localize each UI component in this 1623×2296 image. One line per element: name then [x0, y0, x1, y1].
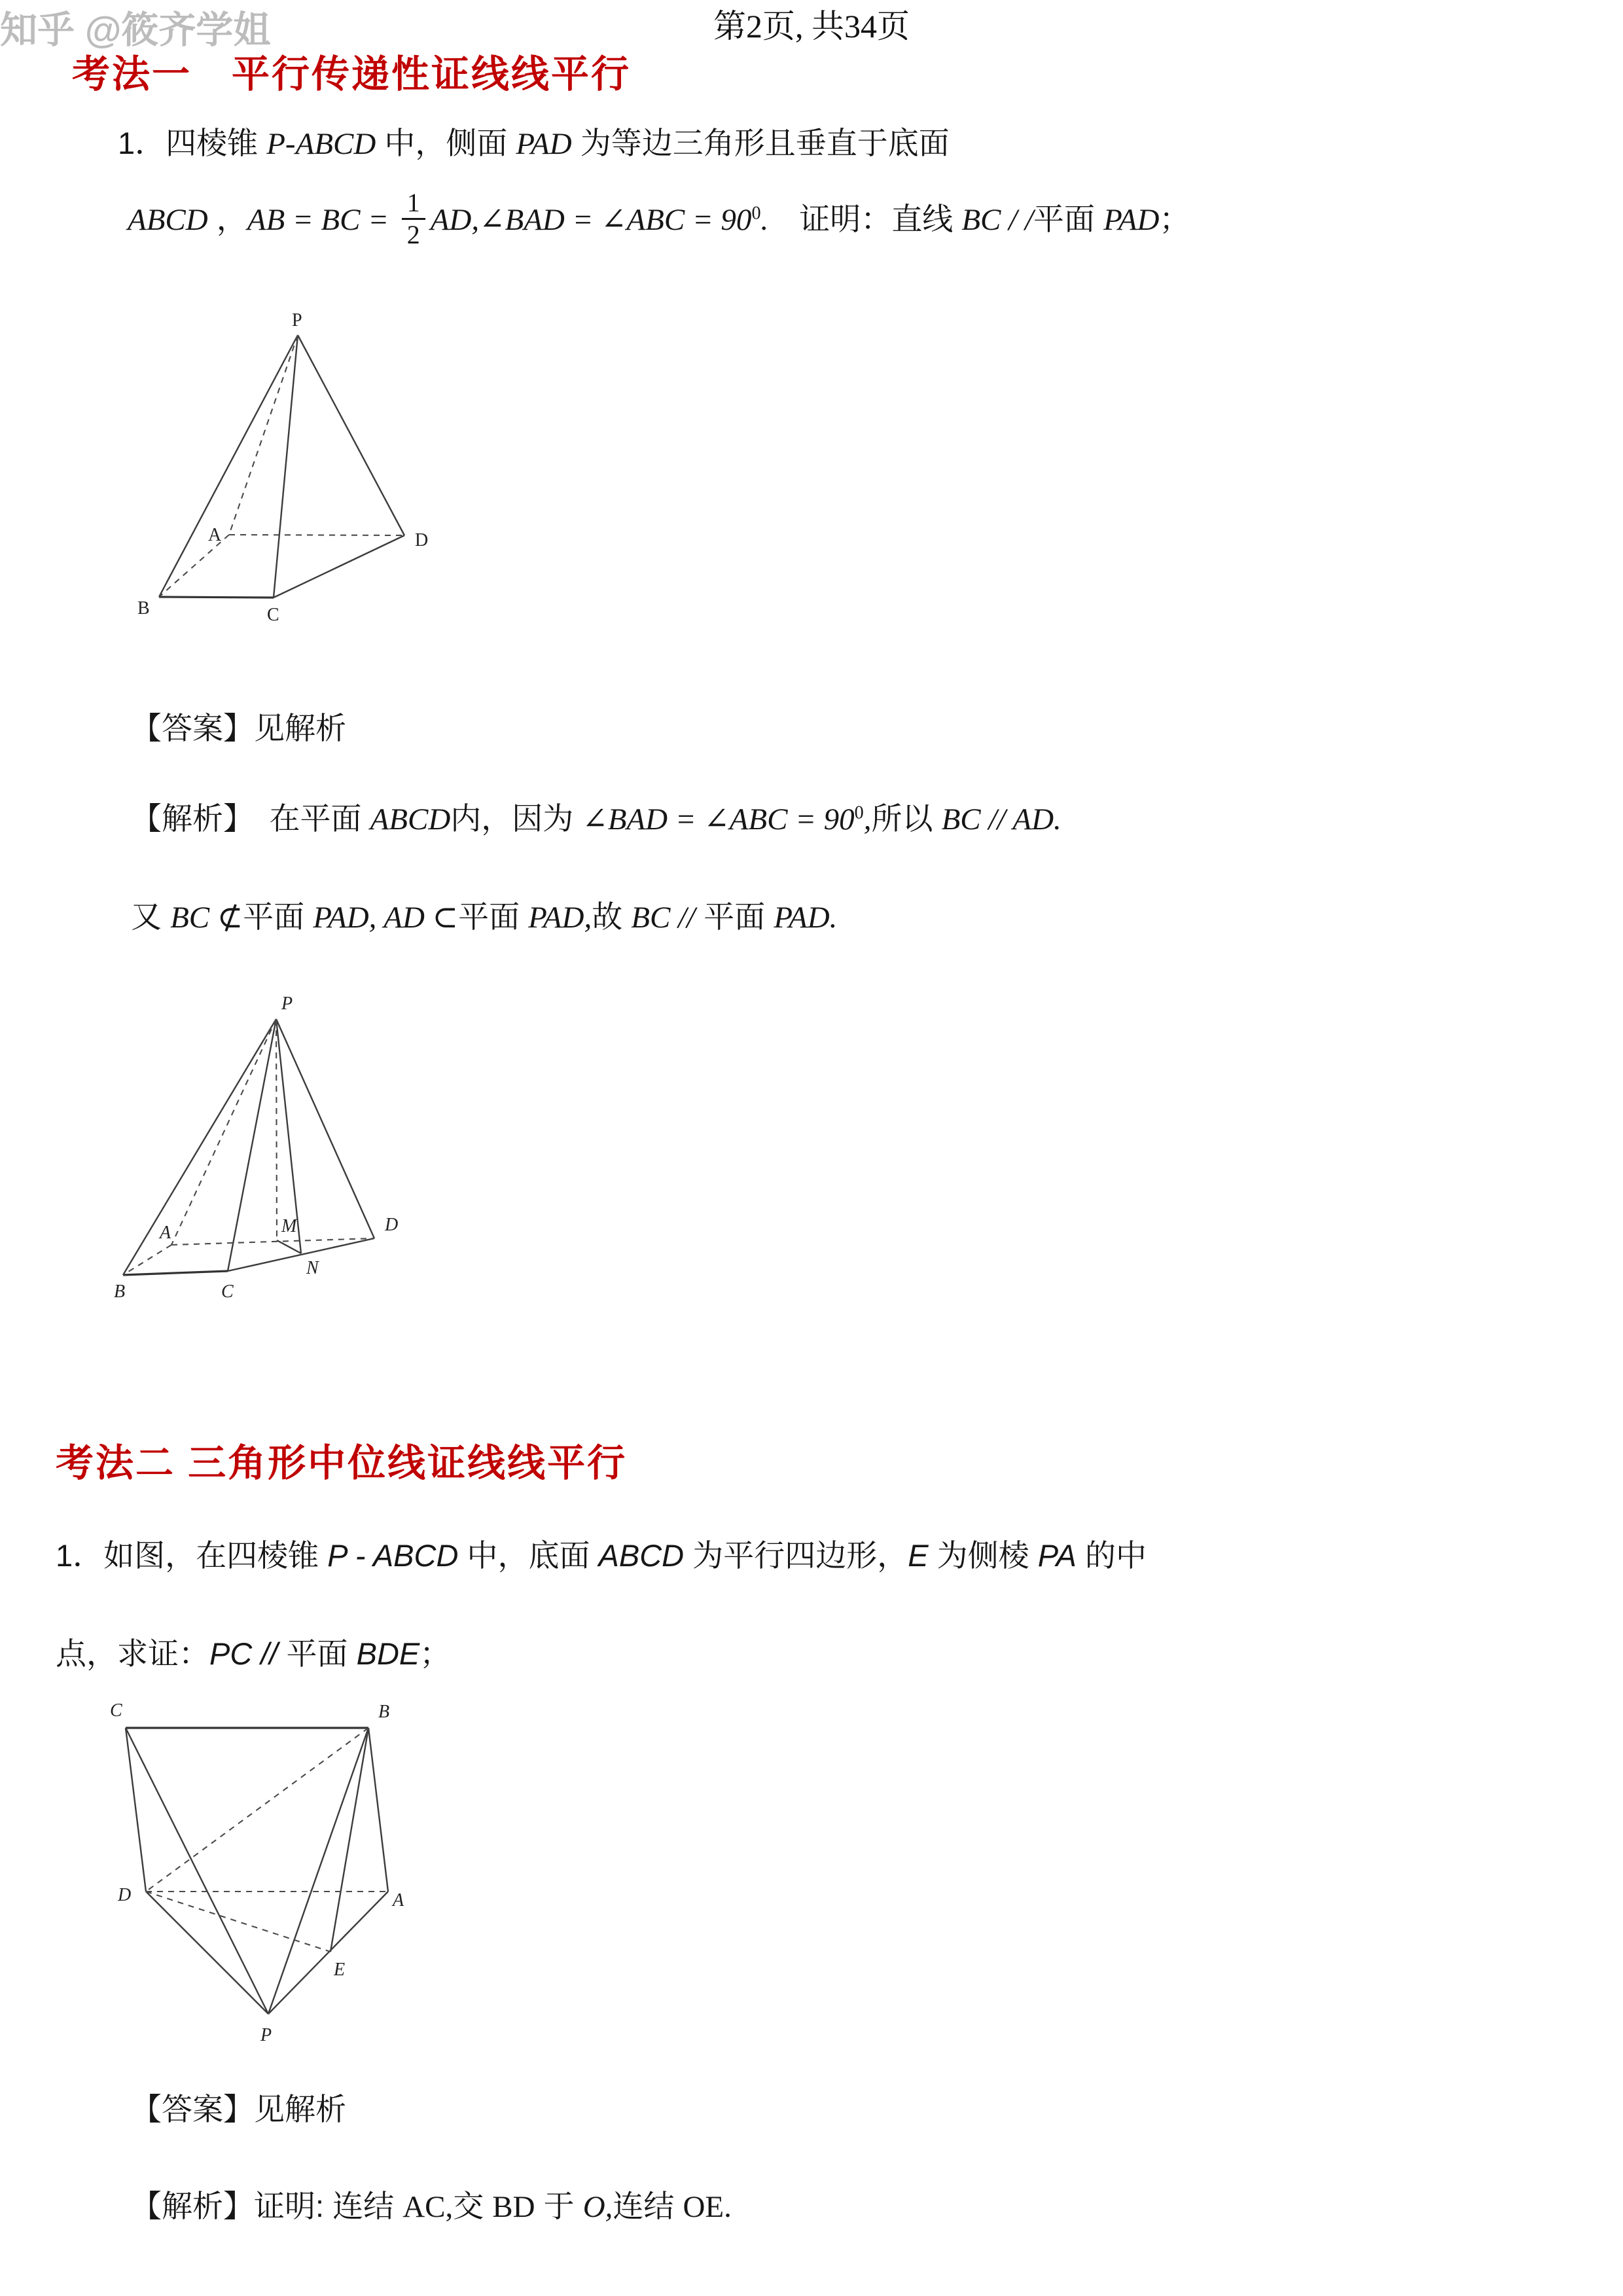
section1-heading: 考法一 平行传递性证线线平行 [72, 53, 632, 96]
superscript-zero: 0 [751, 203, 761, 224]
fraction-numerator: 1 [402, 189, 425, 220]
text-segment: 故 [592, 899, 632, 934]
math-segment: PC // [209, 1636, 287, 1671]
pyramid-figure-3 [92, 1695, 524, 2062]
math-segment: PAD. [774, 901, 838, 935]
math-segment: BC ⊄ [170, 901, 243, 935]
text-segment: 平面 [286, 1636, 357, 1671]
math-segment: PAD [516, 127, 572, 161]
text-segment: 为等边三角形且垂直于底面 [571, 126, 950, 160]
math-segment: BC // [631, 901, 696, 935]
math-segment: O, [582, 2190, 613, 2224]
math-segment: PAD [1103, 202, 1160, 237]
vertex-label-p: P [260, 2025, 272, 2045]
vertex-label-a: A [393, 1890, 404, 1910]
text-segment: 内，因为 [450, 801, 582, 836]
text-segment: 【解析】证明: 连结 [131, 2189, 403, 2223]
vertex-label-c: C [110, 1700, 122, 1721]
vertex-label-p: P [281, 994, 293, 1014]
fraction-denominator: 2 [406, 220, 420, 249]
watermark: 知乎 @筱齐学姐 [0, 9, 271, 51]
vertex-label-d: D [385, 1215, 399, 1235]
solid-edges [126, 1728, 388, 2014]
problem2-line2 [56, 1634, 450, 1674]
analysis1-line1 [131, 798, 1061, 840]
math-segment: . [760, 202, 769, 237]
math-segment: PA [1037, 1538, 1077, 1573]
text-segment: 平面 [695, 899, 774, 934]
math-segment: PAD, AD ⊂ [313, 901, 459, 935]
math-segment: P - ABCD [327, 1538, 459, 1573]
vertex-label-b: B [378, 1702, 390, 1722]
vertex-label-m: M [281, 1216, 297, 1236]
vertex-label-n: N [306, 1258, 319, 1278]
math-segment: BDE [356, 1636, 420, 1671]
analysis2 [131, 2186, 732, 2227]
text-segment: 如图，在四棱锥 [103, 1538, 328, 1573]
vertex-label-p: P [292, 310, 302, 331]
analysis1-line2 [131, 897, 837, 938]
math-segment: BD [492, 2190, 535, 2224]
vertex-label-a: A [160, 1223, 171, 1243]
vertex-label-d: D [118, 1885, 132, 1905]
text-segment: 中，底面 [458, 1538, 599, 1573]
text-segment: 点，求证： [56, 1636, 209, 1671]
text-segment: ， [207, 201, 247, 236]
answer1: 【答案】见解析 [131, 711, 346, 745]
math-segment: AB = BC = [247, 202, 397, 237]
vertex-label-b: B [137, 598, 150, 619]
vertex-label-e: E [334, 1960, 346, 1980]
text-segment: 1． [118, 126, 166, 160]
superscript-zero: 0 [854, 802, 864, 823]
text-segment: 平面 [243, 899, 313, 934]
text-segment: 证明：直线 [768, 201, 962, 236]
vertex-label-d: D [415, 530, 429, 550]
math-segment: ABCD [128, 202, 208, 237]
math-segment: P-ABCD [266, 127, 376, 161]
page-number: 第2页, 共34页 [713, 8, 910, 45]
text-segment: 交 [453, 2189, 493, 2223]
text-segment: 平面 [458, 899, 529, 934]
fraction-one-half [402, 189, 425, 249]
math-segment: PAD, [528, 901, 592, 935]
text-segment: 为平行四边形， [684, 1538, 908, 1573]
math-segment: ABCD [598, 1538, 685, 1573]
math-segment: BC // AD. [941, 802, 1061, 836]
text-segment: 连结 [613, 2189, 683, 2223]
math-segment: ABCD [370, 802, 451, 836]
solid-edges [159, 335, 404, 598]
problem1-line1 [118, 123, 950, 164]
text-segment: 的中 [1076, 1538, 1147, 1573]
pyramid-figure-1 [124, 295, 654, 661]
text-segment: 于 [535, 2189, 583, 2223]
math-segment: , [863, 802, 872, 836]
section2-heading: 考法二 三角形中位线证线线平行 [56, 1442, 628, 1484]
text-segment: 中，侧面 [376, 126, 516, 160]
text-segment: ； [419, 1636, 451, 1671]
text-segment: ； [1159, 201, 1190, 236]
math-segment: OE. [683, 2190, 732, 2224]
answer2: 【答案】见解析 [131, 2092, 346, 2126]
vertex-label-c: C [221, 1282, 234, 1302]
text-segment: 1． [56, 1538, 104, 1573]
math-segment: BC / / [961, 202, 1034, 237]
text-segment: 四棱锥 [166, 126, 267, 160]
vertex-label-a: A [208, 525, 222, 545]
vertex-label-b: B [114, 1282, 126, 1302]
problem1-line2 [128, 188, 1190, 251]
text-segment: 为侧棱 [928, 1538, 1038, 1573]
text-segment: 又 [131, 899, 171, 934]
pyramid-figure-2 [92, 982, 510, 1309]
math-segment: AC, [402, 2190, 454, 2224]
vertex-label-c: C [267, 605, 279, 625]
text-segment: 【解析】 在平面 [131, 801, 370, 836]
text-segment: 所以 [871, 801, 942, 836]
math-segment: ∠BAD = ∠ABC = 90 [582, 802, 855, 836]
text-segment: 平面 [1033, 201, 1104, 236]
problem2-line1 [56, 1535, 1147, 1575]
math-segment: AD,∠BAD = ∠ABC = 90 [430, 202, 752, 237]
math-segment: E [908, 1538, 929, 1573]
